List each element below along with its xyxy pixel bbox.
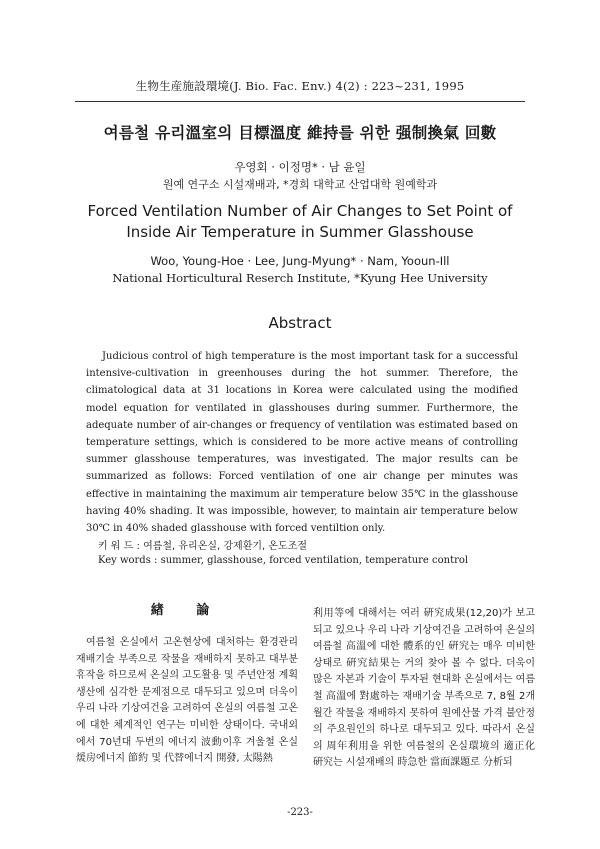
left-column bbox=[76, 603, 298, 768]
korean-title: 여름철 유리溫室의 目標溫度 維持를 위한 强制換氣 回數 bbox=[103, 124, 497, 142]
korean-keywords: 키 워 드 : 여름철, 유리온실, 강제환기, 온도조절 bbox=[98, 541, 308, 552]
english-title-line-1: Forced Ventilation Number of Air Changes to Set Point of bbox=[87, 202, 513, 220]
english-affiliation: National Horticultural Reserch Institute, *Kyung Hee University bbox=[112, 271, 488, 285]
right-column bbox=[313, 606, 535, 772]
english-title-line-2: Inside Air Temperature in Summer Glasshouse bbox=[126, 223, 474, 241]
english-title bbox=[0, 201, 600, 243]
header-divider bbox=[75, 101, 525, 102]
korean-authors: 우영회 · 이정명* · 남 윤일 bbox=[234, 160, 366, 174]
introduction-right-text: 利用等에 대해서는 여러 硏究成果(12,20)가 보고되고 있으나 우리 나라 기상여건을 고려하여 온실의 여름철 高溫에 대한 體系的인 硏究는 매우 미비한 상태로 硏究結果는 거의 찾아 볼 수 없다. 더욱이 많은 자본과 기술이 투자된 현대화 온실에서는 여름철 高溫에 對處하는 재배기술 부족으로 7, 8월 2개월간 작물을 재배하지 못하여 원예산물 가격 불안정의 주요원인의 하나로 대두되고 있다. 따라서 온실의 周年利用을 위한 여름철의 온실環境의 適正化 硏究는 시설재배의 時急한 當面課題로 分析되 bbox=[313, 608, 535, 769]
page-number: -223- bbox=[287, 807, 313, 818]
abstract-heading: Abstract bbox=[268, 314, 332, 332]
english-keywords: Key words : summer, glasshouse, forced ventilation, temperature control bbox=[98, 555, 469, 566]
introduction-heading: 緖 論 bbox=[150, 603, 224, 618]
korean-affiliation: 원예 연구소 시설재배과, *경희 대학교 산업대학 원예학과 bbox=[162, 178, 438, 191]
journal-citation: 生物生産施設環境(J. Bio. Fac. Env.) 4(2) : 223~231, 1995 bbox=[135, 79, 465, 93]
abstract-text: Judicious control of high temperature is the most important task for a successful intensive-cultivation in greenhouses during the hot summer. Therefore, the climatological data at 31 locations in Korea were calculated using the modified model equation for ventilated in glasshouses during summer. Furthermore, the adequate number of air-changes or frequency of ventilation was estimated based on temperature settings, which is considered to be more active means of controlling summer glasshouse temperatures, was investigated. The major results can be summarized as follows: Forced ventilation of one air change per minutes was effective in maintaining the maximum air temperature below 35℃ in the glasshouse having 40% shading. It was impossible, however, to maintain air temperature below 30℃ in 40% shaded glasshouse with forced ventiltion only. bbox=[86, 351, 518, 535]
introduction-left-text: 여름철 온실에서 고온현상에 대처하는 환경관리 재배기술 부족으로 작물을 재배하지 못하고 대부분 휴작을 하므로써 온실의 고도활용 및 주년안정 계획생산에 심각한 문제점으로 대두되고 있으며 더욱이 우리 나라 기상여건을 고려하여 온실의 여름철 고온에 대한 체계적인 연구는 미비한 상태이다. 국내외에서 70년대 두번의 에너지 波動이후 겨울철 온실煖房에너지 節約 및 代替에너지 開發, 太陽熱 bbox=[76, 637, 298, 765]
english-authors: Woo, Young-Hoe · Lee, Jung-Myung* · Nam, Yooun-Ill bbox=[150, 254, 450, 268]
